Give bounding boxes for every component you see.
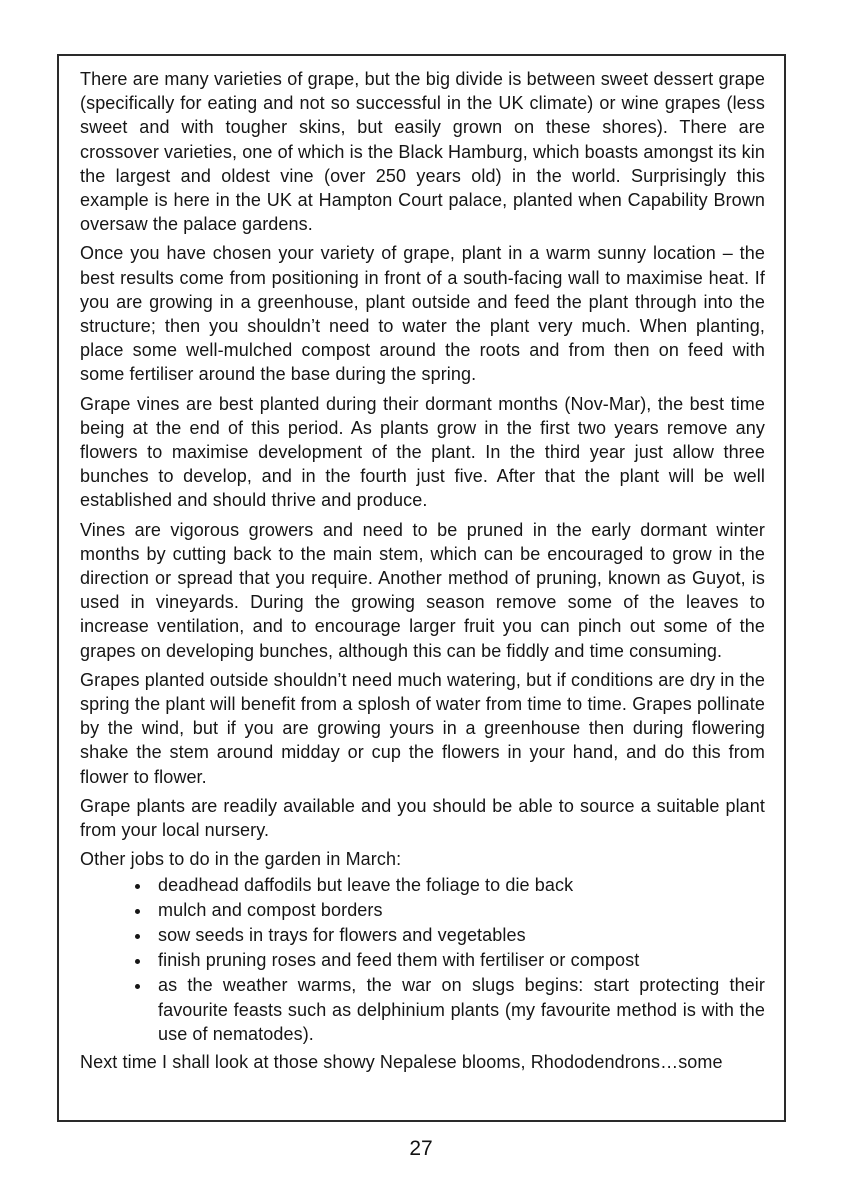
list-item-prune-roses: • finish pruning roses and feed them with fertiliser or compost [152,948,765,972]
garden-jobs-intro: Other jobs to do in the garden in March: [80,849,402,870]
paragraph-planting-location: Once you have chosen your variety of grape, plant in a warm sunny location – the best results come from positioning in front of a south-facing wall to maximise heat. If you are growing in a greenhouse, plant outside and feed the plant through into the structure; then you shouldn’t need to water the plant very much. When planting, place some well-mulched compost around the roots and from then on feed with some fertiliser around the base during the spring. [80,243,765,385]
paragraph-grape-varieties: There are many varieties of grape, but the big divide is between sweet dessert grape (specifically for eating and not so successful in the UK climate) or wine grapes (less sweet and with tougher skins, but easily grown on these shores). There are crossover varieties, one of which is the Black Hamburg, which boasts amongst its kin the largest and oldest vine (over 250 years old) in the world. Surprisingly this example is here in the UK at Hampton Court palace, planted when Capability Brown oversaw the palace gardens. [80,69,765,235]
paragraph-availability: Grape plants are readily available and you should be able to source a suitable plant from your local nursery. [80,795,765,841]
list-item-slugs: • as the weather warms, the war on slugs begins: start protecting their favourite feasts such as delphinium plants (my favourite method is with the use of nematodes). [152,973,765,1046]
paragraph-planting-time: Grape vines are best planted during their dormant months (Nov-Mar), the best time being at the end of this period. As plants grow in the first two years remove any flowers to maximise development of the plant. In the third year just allow three bunches to develop, and in the fourth just five. After that the plant will be well established and should thrive and produce. [80,393,765,511]
page-number: 27 [409,1137,433,1160]
paragraph-watering-pollination: Grapes planted outside shouldn’t need much watering, but if conditions are dry in the spring the plant will benefit from a splosh of water from time to time. Grapes pollinate by the wind, but if you are growing yours in a greenhouse then during flowering shake the stem around midday or cup the flowers in your hand, and do this from flower to flower. [80,669,765,787]
list-item-deadhead-daffodils: • deadhead daffodils but leave the foliage to die back [152,873,765,897]
closing-line: Next time I shall look at those showy Nepalese blooms, Rhododendrons…some [80,1051,723,1072]
article-border-box [57,54,786,1122]
list-item-sow-seeds: • sow seeds in trays for flowers and vegetables [152,923,765,947]
garden-jobs-list [80,873,765,1046]
list-item-mulch-compost: • mulch and compost borders [152,898,765,922]
paragraph-pruning: Vines are vigorous growers and need to be pruned in the early dormant winter months by cutting back to the main stem, which can be encouraged to grow in the direction or spread that you require. Another method of pruning, known as Guyot, is used in vineyards. During the growing season remove some of the leaves to increase ventilation, and to encourage larger fruit you can pinch out some of the grapes on developing bunches, although this can be fiddly and time consuming. [80,519,765,661]
